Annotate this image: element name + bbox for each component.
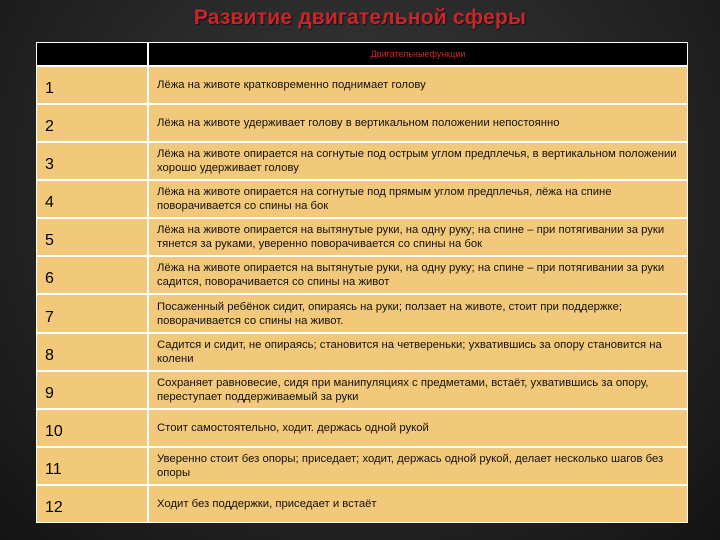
row-description: Лёжа на животе опирается на вытянутые руки, на одну руку; на спине – при потягивании за руки садится, поворачивается со спины на живот: [149, 257, 687, 293]
slide-title: Развитие двигательной сферы: [193, 6, 527, 29]
row-number: 1: [37, 67, 147, 103]
table-header-number: [37, 43, 147, 65]
row-number: 11: [37, 448, 147, 484]
row-number: 10: [37, 410, 147, 446]
row-description: Посаженный ребёнок сидит, опираясь на руки; ползает на животе, стоит при поддержке; поворачивается со спины на живот.: [149, 295, 687, 331]
table-header-functions: Двигательныефункции: [149, 43, 687, 65]
row-number: 12: [37, 486, 147, 522]
row-description: Садится и сидит, не опираясь; становится на четвереньки; ухватившись за опору становится на колени: [149, 334, 687, 370]
row-description: Лёжа на животе кратковременно поднимает голову: [149, 67, 687, 103]
row-number: 3: [37, 143, 147, 179]
motor-development-table: [36, 42, 688, 523]
row-description: Лёжа на животе опирается на согнутые под острым углом предплечья, в вертикальном положении хорошо удерживает голову: [149, 143, 687, 179]
row-number: 9: [37, 372, 147, 408]
row-description: Лёжа на животе опирается на согнутые под прямым углом предплечья, лёжа на спине поворачивается со спины на бок: [149, 181, 687, 217]
row-number: 2: [37, 105, 147, 141]
row-number: 7: [37, 295, 147, 331]
row-number: 5: [37, 219, 147, 255]
row-description: Сохраняет равновесие, сидя при манипуляциях с предметами, встаёт, ухватившись за опору, переступает поддерживаемый за руки: [149, 372, 687, 408]
row-number: 8: [37, 334, 147, 370]
row-description: Уверенно стоит без опоры; приседает; ходит, держась одной рукой, делает несколько шагов без опоры: [149, 448, 687, 484]
row-number: 6: [37, 257, 147, 293]
row-description: Лёжа на животе удерживает голову в вертикальном положении непостоянно: [149, 105, 687, 141]
row-description: Стоит самостоятельно, ходит. держась одной рукой: [149, 410, 687, 446]
row-description: Лёжа на животе опирается на вытянутые руки, на одну руку; на спине – при потягивании за руки тянется за руками, уверенно поворачивается со спины на бок: [149, 219, 687, 255]
row-description: Ходит без поддержки, приседает и встаёт: [149, 486, 687, 522]
row-number: 4: [37, 181, 147, 217]
